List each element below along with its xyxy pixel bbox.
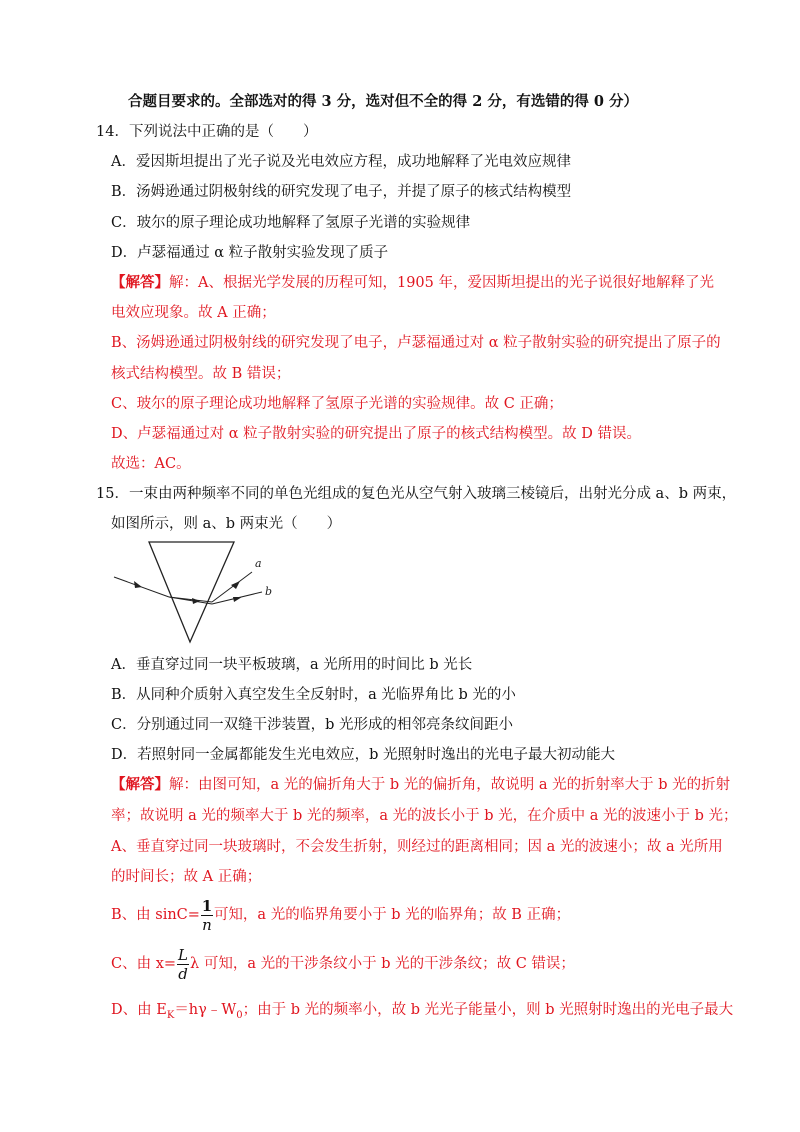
q14-answer-line-6: D、卢瑟福通过对 α 粒子散射实验的研究提出了原子的核式结构模型。故 D 错误。 <box>111 426 641 442</box>
label-a: a <box>255 557 262 570</box>
q14-answer-line-1: 【解答】解：A、根据光学发展的历程可知，1905 年，爱因斯坦提出的光子说很好地解释了光 <box>111 274 714 291</box>
q14-answer-tag: 【解答】 <box>111 274 169 291</box>
ray-a <box>212 572 252 602</box>
q14-answer-line-7: 故选：AC。 <box>111 456 191 472</box>
q14-answer-line-5: C、玻尔的原子理论成功地解释了氢原子光谱的实验规律。故 C 正确； <box>111 396 563 412</box>
section-header-note: 合题目要求的。全部选对的得 3 分，选对但不全的得 2 分，有选错的得 0 分） <box>128 93 639 110</box>
q15-option-d: D．若照射同一金属都能发生光电效应，b 光照射时逸出的光电子最大初动能大 <box>111 747 616 763</box>
q15-answer-line-3: A、垂直穿过同一块玻璃时，不会发生折射，则经过的距离相同；因 a 光的波速小；故 a 光所用 <box>111 839 723 855</box>
q14-option-a: A．爱因斯坦提出了光子说及光电效应方程，成功地解释了光电效应规律 <box>111 154 571 170</box>
q14-option-d: D．卢瑟福通过 α 粒子散射实验发现了质子 <box>111 245 389 261</box>
fraction-1-over-n: $\frac{1}{n}$ <box>201 896 213 934</box>
question-14-stem: 14．下列说法中正确的是（ ） <box>96 124 318 140</box>
q15-answer-line-C: C、由 x= $\frac{L}{d}$ λ 可知，a 光的干涉条纹小于 b 光的干涉条纹；故 C 错误； <box>111 945 575 983</box>
prism-diagram <box>112 537 287 645</box>
q14-option-b: B．汤姆逊通过阴极射线的研究发现了电子，并提了原子的核式结构模型 <box>111 184 572 200</box>
incident-arrow <box>134 581 142 588</box>
label-b: b <box>265 585 273 598</box>
q15-answer-line-D: D、由 $E_K=h\gamma﹣W_0$；由于 b 光的频率小，故 b 光光子能量小，则 b 光照射时逸出的光电子最大 <box>111 1002 734 1021</box>
q14-option-c: C．玻尔的原子理论成功地解释了氢原子光谱的实验规律 <box>111 215 471 231</box>
q15-answer-line-B: B、由 sinC= $\frac{1}{n}$ 可知，a 光的临界角要小于 b 光的临界角；故 B 正确； <box>111 896 571 934</box>
prism-triangle <box>149 542 234 642</box>
ray-inside-prism-lower <box>169 597 212 604</box>
q14-answer-line-3: B、汤姆逊通过阴极射线的研究发现了电子，卢瑟福通过对 α 粒子散射实验的研究提出了原子的 <box>111 335 721 351</box>
question-15-stem-line-2: 如图所示，则 a、b 两束光（ ） <box>111 516 342 532</box>
fraction-L-over-d: $\frac{L}{d}$ <box>178 945 189 983</box>
q15-answer-line-1: 【解答】解：由图可知，a 光的偏折角大于 b 光的偏折角，故说明 a 光的折射率大于 b 光的折射 <box>111 776 731 793</box>
q15-option-c: C．分别通过同一双缝干涉装置，b 光形成的相邻亮条纹间距小 <box>111 717 513 733</box>
q14-answer-line-4: 核式结构模型。故 B 错误； <box>111 366 291 382</box>
ray-a-arrow <box>231 581 240 589</box>
q15-answer-line-2: 率；故说明 a 光的频率大于 b 光的频率，a 光的波长小于 b 光，在介质中 a 光的波速小于 b 光； <box>111 808 738 824</box>
inside-arrow <box>192 598 200 604</box>
ray-b-arrow <box>233 597 242 602</box>
q15-answer-tag: 【解答】 <box>111 776 169 793</box>
q15-option-a: A．垂直穿过同一块平板玻璃，a 光所用的时间比 b 光长 <box>111 657 473 673</box>
question-15-stem-line-1: 15．一束由两种频率不同的单色光组成的复色光从空气射入玻璃三棱镜后，出射光分成 a、b 两束， <box>96 486 737 502</box>
q15-option-b: B．从同种介质射入真空发生全反射时，a 光临界角比 b 光的小 <box>111 687 516 703</box>
q14-answer-line-2: 电效应现象。故 A 正确； <box>111 305 276 321</box>
q15-answer-line-4: 的时间长；故 A 正确； <box>111 869 262 885</box>
